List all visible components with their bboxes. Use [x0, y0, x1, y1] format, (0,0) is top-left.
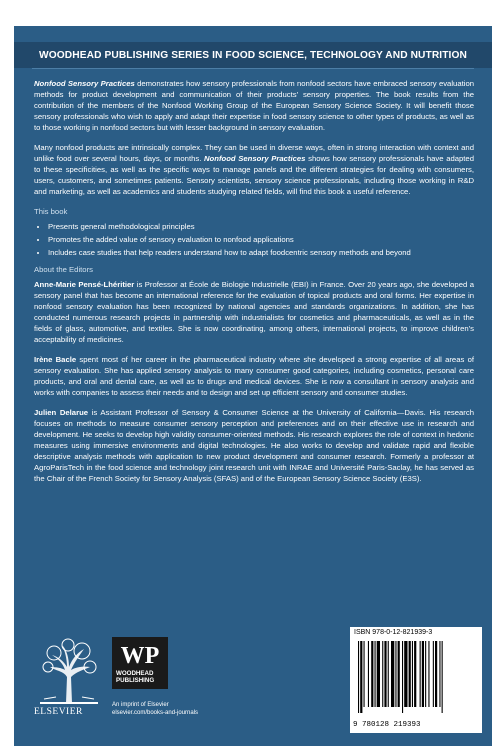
cover-text	[34, 78, 474, 493]
intro-paragraph-1	[34, 78, 474, 133]
editor-bio-text: spent most of her career in the pharmaceutical industry where she developed a strong expertise of all areas of sensory evaluation. She has applied sensory analysis to many consumer good categories, including cosmetics, personal care products, and oral and dental care, as well as to drugs and medical devices. She is now a consultant in sensory analysis and works with companies to assess their needs and to design and set up efficient sensory and consumer studies.	[34, 355, 474, 397]
isbn: ISBN 978-0-12-821939-3	[354, 629, 433, 636]
feature-item: • Includes case studies that help readers understand how to adapt foodcentric sensory methods and beyond	[48, 247, 474, 258]
elsevier-wordmark: ELSEVIER	[34, 707, 83, 717]
editor-bio	[34, 354, 474, 398]
intro-text-2a: Many nonfood products are intrinsically complex. They can be used in diverse ways, often in strong interaction with context and unlike food over several hours, days, or months.	[34, 143, 474, 163]
wp-name: WOODHEAD PUBLISHING	[116, 670, 155, 684]
intro-text-2b: shows how sensory professionals have adapted to these specificities, as well as the specific ways to manage panels and the different strategies for dealing with consumers, users, customers, and sometimes patients. Sensory scientists, sensory science professionals, including those working in R&D and marketing, as well as academics and students studying related fields, will find this book a useful reference.	[34, 154, 474, 196]
barcode-number: 9 780128 219393	[353, 721, 421, 729]
imprint-url: elsevier.com/books-and-journals	[112, 710, 199, 716]
elsevier-tree-logo	[34, 637, 104, 705]
divider	[32, 68, 474, 69]
editor-bio	[34, 279, 474, 345]
this-book-heading: This book	[34, 207, 68, 216]
intro-paragraph-2	[34, 142, 474, 197]
wp-letters: WP	[120, 643, 160, 669]
editor-bio-text: is Professor at École de Biologie Industrielle (EBI) in France. Over 20 years ago, she developed a sensory panel that has become an international reference for the evaluation of topical products and oral forms. Her expertise in nonfood sensory evaluation has been recognized by national agencies and standards organizations. In addition, she has conducted numerous research projects in partnership with industrialists for cosmetics and pharmaceuticals, as well as in the fields of glass, automotive, and textiles. She is now coordinating, among others, international projects, to improve children's acceptability of medicines.	[34, 280, 475, 344]
back-cover	[14, 26, 492, 746]
book-title: Nonfood Sensory Practices	[34, 79, 135, 88]
feature-list	[34, 221, 474, 258]
intro-text-1: demonstrates how sensory professionals from nonfood sectors have embraced sensory evaluation methods for product development and communication of their products' sensory properties. The book results from the contribution of the members of the Nonfood Working Group of the European Sensory Science Society. It will benefit those sensory professionals who wish to apply and adapt their expertise in food sensory science to other types of products, as well as to those working in nonfood sectors but with lesser background in sensory evaluation.	[34, 79, 474, 132]
isbn-barcode-box	[350, 627, 482, 733]
editor-name: Irène Bacle	[34, 355, 77, 364]
feature-item: • Presents general methodological principles	[48, 221, 474, 232]
editors-heading: About the Editors	[34, 265, 93, 274]
feature-item: • Promotes the added value of sensory evaluation to nonfood applications	[48, 234, 474, 245]
woodhead-logo	[112, 637, 168, 689]
barcode	[354, 641, 480, 713]
imprint-text	[112, 701, 198, 717]
editor-name: Anne-Marie Pensé-Lhéritier	[34, 280, 135, 289]
series-title: WOODHEAD PUBLISHING SERIES IN FOOD SCIENCE, TECHNOLOGY AND NUTRITION	[14, 42, 492, 68]
editor-name: Julien Delarue	[34, 408, 89, 417]
editor-bio	[34, 407, 474, 484]
publisher-logos	[34, 637, 334, 737]
imprint-line: An imprint of Elsevier	[112, 702, 169, 708]
book-title-inline: Nonfood Sensory Practices	[204, 154, 306, 163]
editor-bio-text: is Assistant Professor of Sensory & Consumer Science at the University of California—Davis. His research focuses on methods to measure consumer sensory perception and preferences and on their effective use in research and development. He seeks to develop high validity consumer-oriented methods. His research explores the role of context in hedonic measures using immersive environments and digital technologies. He also works to develop and validate rapid and flexible descriptive analysis methods with application to new product development and consumer research. Formerly a professor at AgroParisTech in the food science and technology joint research unit with INRAE and Université Paris-Saclay, he has served as the Chair of the French Society for Sensory Analysis (SFAS) and of the European Sensory Science Society (E3S).	[34, 408, 474, 483]
